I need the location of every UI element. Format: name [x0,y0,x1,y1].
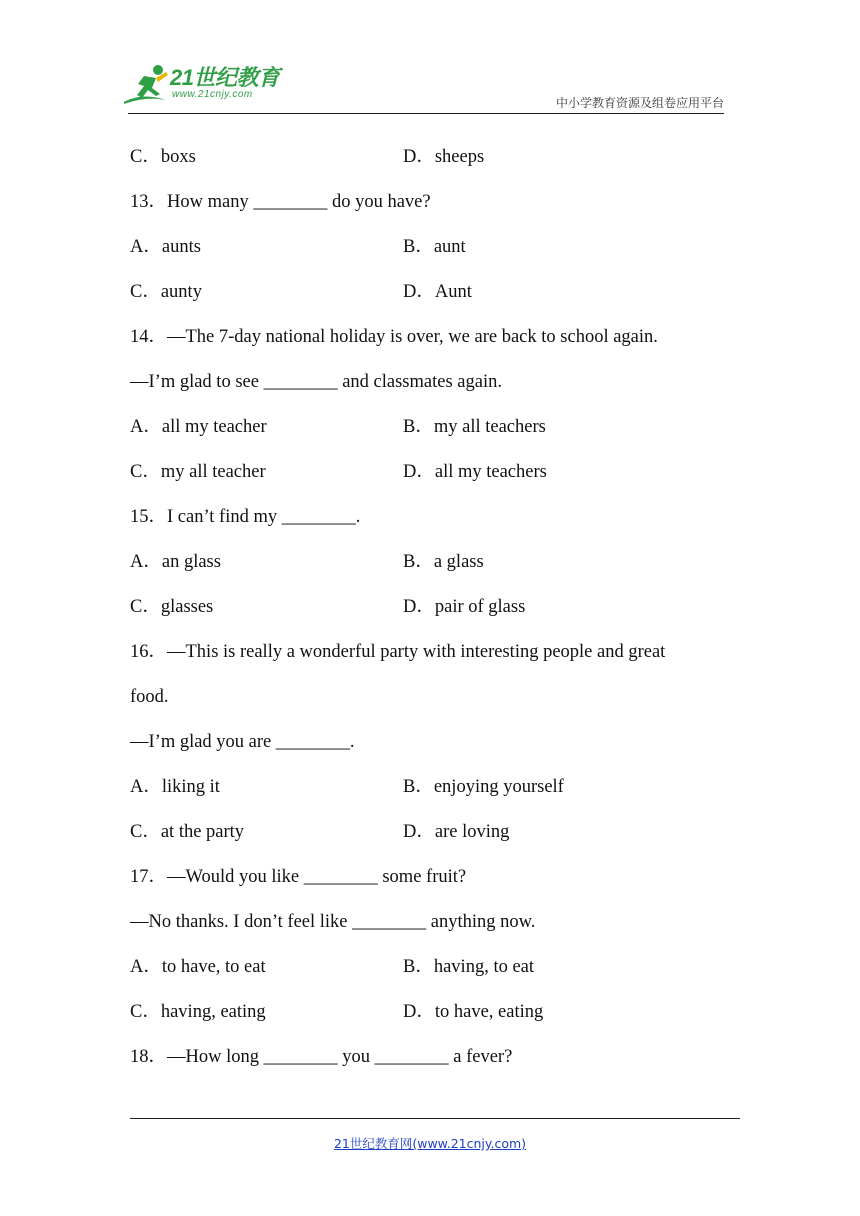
option-right: D．pair of glass [403,597,526,617]
option-row [130,545,740,590]
option-row [130,230,740,275]
footer-divider [130,1118,740,1119]
logo-text: 21世纪教育 [170,65,280,90]
question-text: 13．How many ________ do you have? [130,192,431,212]
runner-logo-icon [122,62,172,108]
logo [122,62,292,108]
option-right: D．are loving [403,822,510,842]
question-text: —I’m glad to see ________ and classmates again. [130,372,502,392]
option-right: D．to have, eating [403,1002,544,1022]
option-row [130,815,740,860]
option-left: C．my all teacher [130,462,266,482]
option-row [130,950,740,995]
option-right: B．aunt [403,237,466,257]
option-row [130,275,740,320]
option-right: D．sheeps [403,147,485,167]
option-left: A．an glass [130,552,221,572]
option-left: C．boxs [130,147,196,167]
question-text: 15．I can’t find my ________. [130,507,361,527]
option-row [130,455,740,500]
question-text: 14．—The 7-day national holiday is over, we are back to school again. [130,327,658,347]
option-left: C．aunty [130,282,202,302]
option-row [130,590,740,635]
option-left: C．at the party [130,822,245,842]
footer-link[interactable]: 21世纪教育网(www.21cnjy.com) [333,1136,527,1151]
header-divider [128,113,724,114]
option-left: C．glasses [130,597,214,617]
question-content [130,140,740,1085]
option-row [130,410,740,455]
option-left: A．to have, to eat [130,957,266,977]
option-row [130,140,740,185]
page-header [0,0,860,120]
option-left: C．having, eating [130,1002,266,1022]
logo-url: www.21cnjy.com [172,89,253,100]
header-tagline: 中小学教育资源及组卷应用平台 [555,96,724,110]
question-text: 17．—Would you like ________ some fruit? [130,867,467,887]
option-right: B．a glass [403,552,484,572]
question-text: food. [130,687,169,707]
option-right: B．enjoying yourself [403,777,564,797]
option-right: B．my all teachers [403,417,546,437]
option-left: A．liking it [130,777,220,797]
option-row [130,770,740,815]
option-right: D．all my teachers [403,462,547,482]
question-text: 18．—How long ________ you ________ a fever? [130,1047,513,1067]
question-text: 16．—This is really a wonderful party with interesting people and great [130,642,666,662]
option-row [130,995,740,1040]
question-text: —I’m glad you are ________. [130,732,355,752]
question-text: —No thanks. I don’t feel like ________ anything now. [130,912,536,932]
option-right: B．having, to eat [403,957,535,977]
option-right: D．Aunt [403,282,472,302]
option-left: A．aunts [130,237,201,257]
option-left: A．all my teacher [130,417,267,437]
